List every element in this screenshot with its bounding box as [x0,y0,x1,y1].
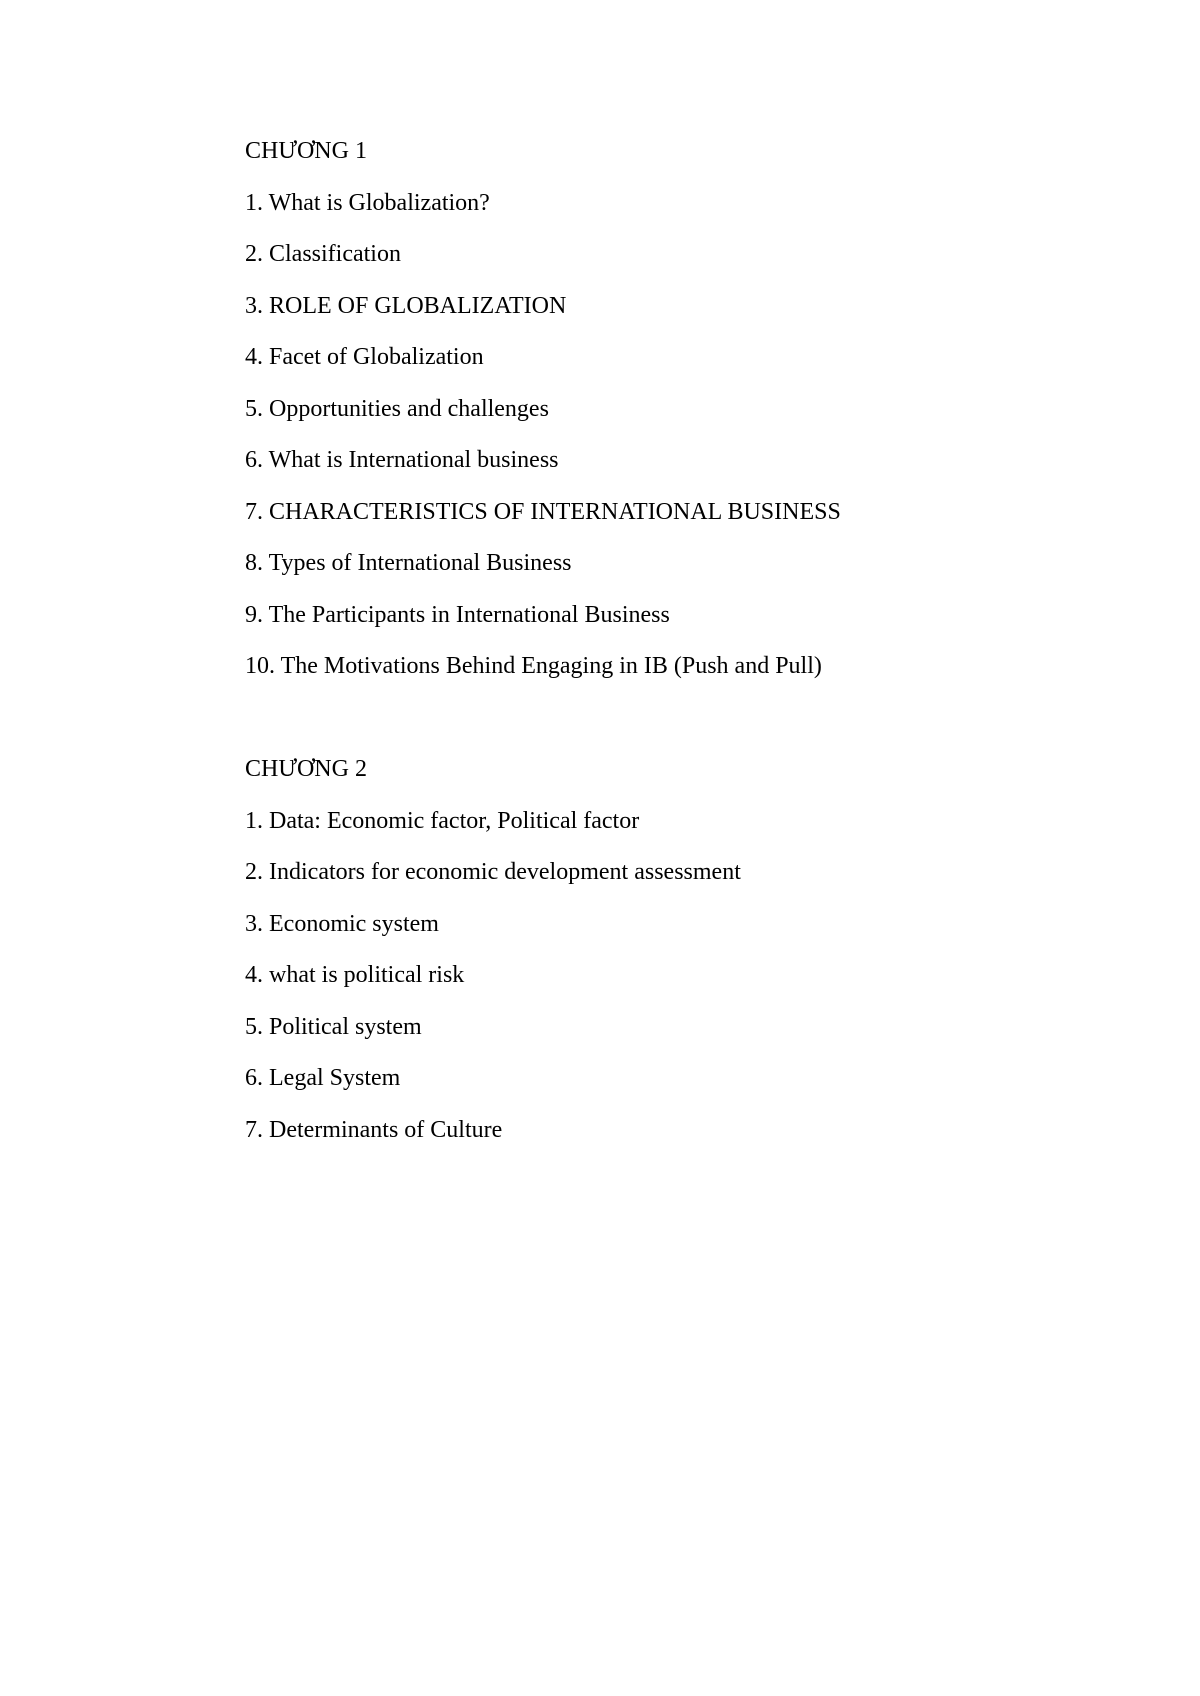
chapter-2-item: 4. what is political risk [245,962,465,988]
chapter-1-item: 1. What is Globalization? [245,189,490,216]
chapter-2-item: 3. Economic system [245,910,439,937]
chapter-2-item: 7. Determinants of Culture [245,1116,503,1143]
chapter-1-heading: CHƯƠNG 1 [245,138,367,164]
chapter-1-item: 4. Facet of Globalization [245,344,484,370]
chapter-1-item: 10. The Motivations Behind Engaging in IB (Push and Pull) [245,653,822,679]
chapter-1-item: 8. Types of International Business [245,550,572,576]
chapter-2-item: 6. Legal System [245,1065,401,1091]
chapter-1-section [245,126,1145,693]
chapter-1-item: 9. The Participants in International Business [245,601,670,628]
chapter-2-section [245,744,1145,1156]
chapter-2-item: 2. Indicators for economic development assessment [245,859,741,885]
chapter-2-heading: CHƯƠNG 2 [245,756,367,782]
chapter-1-item: 5. Opportunities and challenges [245,395,549,422]
chapter-1-item: 3. ROLE OF GLOBALIZATION [245,292,567,319]
chapter-2-item: 1. Data: Economic factor, Political factor [245,807,640,834]
chapter-1-item: 7. CHARACTERISTICS OF INTERNATIONAL BUSINESS [245,498,841,525]
chapter-1-item: 2. Classification [245,241,401,267]
chapter-1-item: 6. What is International business [245,447,559,473]
chapter-2-item: 5. Political system [245,1013,422,1040]
